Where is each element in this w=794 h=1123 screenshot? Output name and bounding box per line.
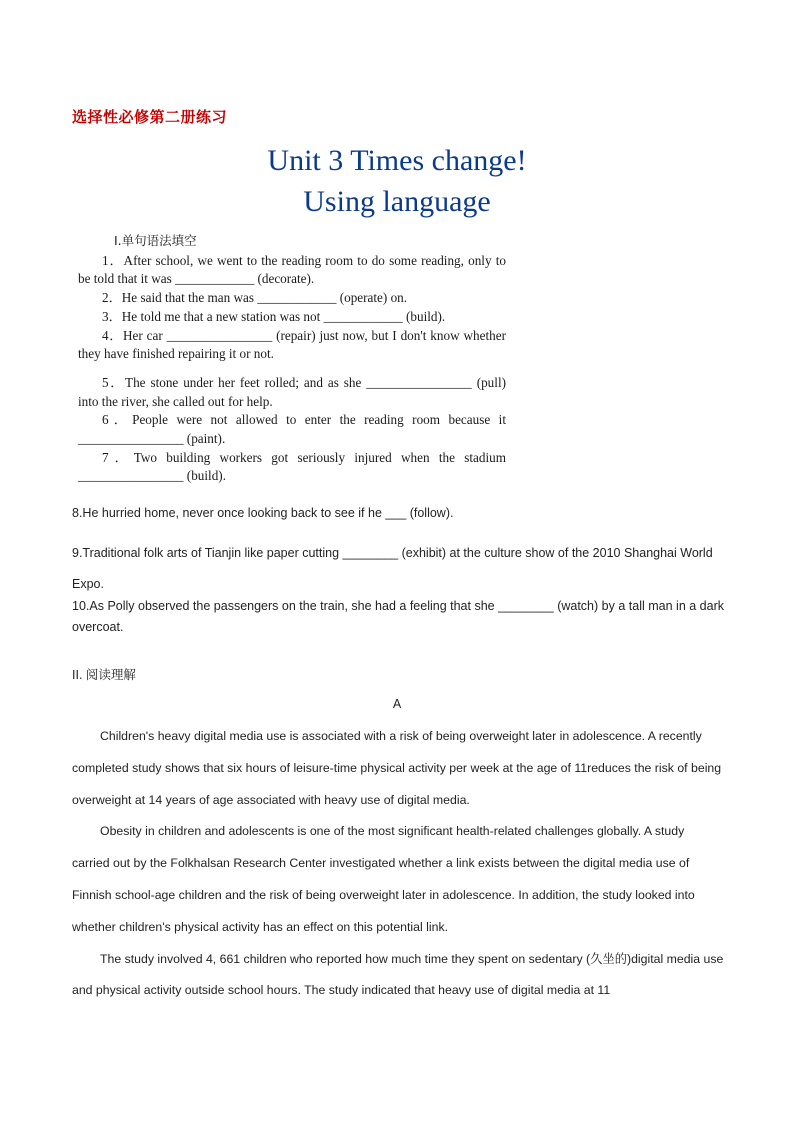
question-item-9: 9.Traditional folk arts of Tianjin like paper cutting ________ (exhibit) at the culture show of the 2010 Shanghai World Expo. (72, 546, 713, 591)
question-item: 4．Her car ________________ (repair) just now, but I don't know whether they have finished repairing it or not. (78, 327, 506, 362)
question-item-10: 10.As Polly observed the passengers on the train, she had a feeling that she ________ (watch) by a tall man in a dark overcoat. (72, 599, 724, 634)
section-heading-grammar: Ⅰ.单句语法填空 (114, 233, 197, 248)
question-item: 6．People were not allowed to enter the reading room because it ________________ (paint). (78, 412, 506, 447)
question-item-8: 8.He hurried home, never once looking back to see if he ___ (follow). (72, 506, 454, 520)
section-heading-reading: II. 阅读理解 (72, 668, 136, 682)
worksheet-header-label: 选择性必修第二册练习 (72, 108, 228, 126)
question-item: 7．Two building workers got seriously injured when the stadium ________________ (build). (78, 449, 506, 484)
unit-title: Unit 3 Times change! (267, 144, 527, 177)
passage-letter: A (392, 697, 402, 711)
passage-paragraph: Obesity in children and adolescents is one of the most significant health-related challenges globally. A study carried out by the Folkhalsan Research Center investigated whether a link exists between the digital media use of Finnish school-age children and the risk of being overweight later in adolescence. In addition, the study looked into whether children's physical activity has an effect on this potential link. (72, 824, 695, 934)
reading-passage (72, 721, 724, 1007)
question-item: 1．After school, we went to the reading room to do some reading, only to be told that it was ____________ (decorate). (78, 252, 506, 287)
question-item: 3．He told me that a new station was not ____________ (build). (102, 308, 446, 324)
unit-subtitle: Using language (303, 185, 491, 218)
question-item: 5．The stone under her feet rolled; and as she ________________ (pull) into the river, she called out for help. (78, 374, 506, 409)
grammar-fill-in-section (78, 232, 506, 486)
question-item: 2．He said that the man was ____________ (operate) on. (102, 290, 408, 306)
passage-paragraph: The study involved 4, 661 children who reported how much time they spent on sedentary (久坐的)digital media use and physical activity outside school hours. The study indicated that heavy use of digital media at 11 (72, 951, 724, 998)
passage-paragraph: Children's heavy digital media use is associated with a risk of being overweight later in adolescence. A recently completed study shows that six hours of leisure-time physical activity per week at the age of 11reduces the risk of being overweight at 14 years of age associated with heavy use of digital media. (72, 729, 722, 807)
